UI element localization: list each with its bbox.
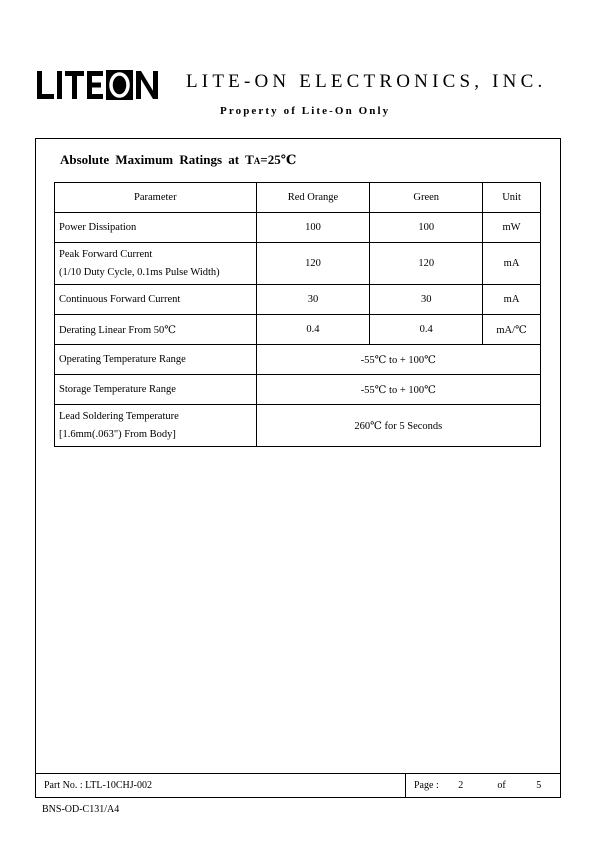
table-row bbox=[55, 243, 541, 285]
liteon-logo bbox=[37, 70, 159, 100]
table-row bbox=[55, 315, 541, 345]
red-orange-cell: 0.4 bbox=[256, 315, 370, 345]
form-code: BNS-OD-C131/A4 bbox=[42, 804, 120, 815]
table-row bbox=[55, 405, 541, 447]
property-notice: Property of Lite-On Only bbox=[220, 105, 391, 117]
range-cell: -55℃ to + 100℃ bbox=[256, 345, 540, 375]
page-number: 2 bbox=[458, 780, 464, 791]
header-red-orange: Red Orange bbox=[256, 183, 370, 213]
green-cell: 30 bbox=[370, 285, 483, 315]
footer-divider bbox=[405, 774, 406, 797]
green-cell: 120 bbox=[370, 243, 483, 285]
green-cell: 0.4 bbox=[370, 315, 483, 345]
param-cell: Continuous Forward Current bbox=[55, 285, 257, 315]
page-total: 5 bbox=[536, 780, 542, 791]
red-orange-cell: 100 bbox=[256, 213, 370, 243]
ratings-table bbox=[54, 182, 541, 447]
table-row bbox=[55, 375, 541, 405]
param-cell: Operating Temperature Range bbox=[55, 345, 257, 375]
table-row bbox=[55, 345, 541, 375]
section-title bbox=[60, 152, 296, 168]
param-line: Peak Forward Current bbox=[59, 248, 153, 260]
section-title-tail: =25℃ bbox=[260, 152, 297, 167]
unit-cell: mA/℃ bbox=[483, 315, 541, 345]
param-cell bbox=[55, 243, 257, 285]
section-title-sub: A bbox=[253, 156, 261, 166]
param-cell: Storage Temperature Range bbox=[55, 375, 257, 405]
red-orange-cell: 120 bbox=[256, 243, 370, 285]
part-number: Part No. : LTL-10CHJ-002 bbox=[44, 780, 152, 791]
header-green: Green bbox=[370, 183, 483, 213]
page-label: Page : bbox=[414, 780, 439, 791]
of-label: of bbox=[497, 780, 506, 791]
page-indicator bbox=[414, 780, 541, 791]
footer-bar bbox=[35, 774, 561, 798]
unit-cell: mA bbox=[483, 285, 541, 315]
company-name: LITE-ON ELECTRONICS, INC. bbox=[186, 71, 547, 92]
table-header-row bbox=[55, 183, 541, 213]
param-cell: Power Dissipation bbox=[55, 213, 257, 243]
param-cell: Derating Linear From 50℃ bbox=[55, 315, 257, 345]
unit-cell: mA bbox=[483, 243, 541, 285]
section-title-main: Absolute Maximum Ratings at T bbox=[60, 152, 254, 167]
green-cell: 100 bbox=[370, 213, 483, 243]
red-orange-cell: 30 bbox=[256, 285, 370, 315]
table-row bbox=[55, 213, 541, 243]
unit-cell: mW bbox=[483, 213, 541, 243]
table-row bbox=[55, 285, 541, 315]
param-cell bbox=[55, 405, 257, 447]
header-unit: Unit bbox=[483, 183, 541, 213]
range-cell: -55℃ to + 100℃ bbox=[256, 375, 540, 405]
param-line: Lead Soldering Temperature bbox=[59, 410, 179, 422]
header-parameter: Parameter bbox=[55, 183, 257, 213]
param-line: (1/10 Duty Cycle, 0.1ms Pulse Width) bbox=[59, 266, 220, 278]
param-line: [1.6mm(.063") From Body] bbox=[59, 428, 176, 440]
soldering-cell: 260℃ for 5 Seconds bbox=[256, 405, 540, 447]
